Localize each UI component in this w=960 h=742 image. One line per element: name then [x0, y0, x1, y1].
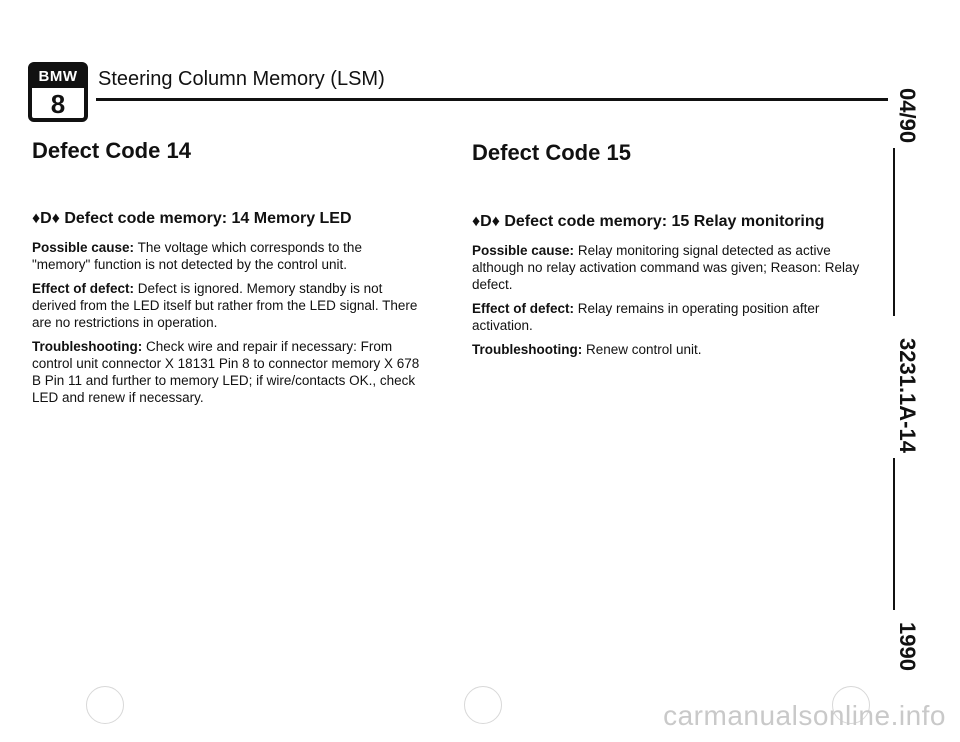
para-text: Check wire and repair if necessary: From control unit connector X 18131 Pin 8 to connector memory X 678 B Pin 11 and further to memory LED; if wire/contacts OK., check LED and renew if necessary. — [32, 339, 420, 405]
para-label: Possible cause: — [32, 240, 135, 255]
logo-series: 8 — [50, 89, 66, 119]
right-effect-of-defect — [472, 300, 862, 334]
side-year: 1990 — [895, 622, 920, 671]
logo-brand: BMW — [32, 66, 84, 88]
side-rule-1 — [893, 148, 895, 316]
para-label: Troubleshooting: — [472, 342, 583, 357]
para-label: Troubleshooting: — [32, 339, 143, 354]
right-troubleshooting — [472, 341, 862, 358]
left-defect-block — [32, 210, 422, 413]
watermark: carmanualsonline.info — [663, 700, 946, 731]
left-troubleshooting — [32, 338, 422, 406]
left-possible-cause — [32, 239, 422, 273]
side-date: 04/90 — [895, 88, 920, 144]
left-section-title: Defect Code 14 — [32, 138, 191, 163]
right-section-title: Defect Code 15 — [472, 140, 631, 165]
para-text: Relay remains in operating position after activation. — [472, 301, 820, 333]
right-defect-block — [472, 213, 862, 365]
bmw-logo — [28, 62, 88, 122]
para-text: Relay monitoring signal detected as active although no relay activation command was given; Reason: Relay defect. — [472, 243, 860, 292]
page-header-title: Steering Column Memory (LSM) — [98, 68, 385, 90]
left-defect-heading: ♦D♦ Defect code memory: 14 Memory LED — [32, 210, 352, 227]
side-rule-2 — [893, 458, 895, 610]
right-possible-cause — [472, 242, 862, 293]
para-label: Effect of defect: — [472, 301, 575, 316]
para-label: Effect of defect: — [32, 281, 135, 296]
left-effect-of-defect — [32, 280, 422, 331]
punch-hole-center — [464, 686, 502, 724]
para-text: Defect is ignored. Memory standby is not derived from the LED itself but rather from the LED signal. There are no restrictions in operation. — [32, 281, 418, 330]
header-rule — [96, 98, 888, 101]
side-code: 3231.1A-14 — [895, 338, 920, 453]
para-text: The voltage which corresponds to the "memory" function is not detected by the control unit. — [32, 240, 362, 272]
para-label: Possible cause: — [472, 243, 575, 258]
punch-hole-left — [86, 686, 124, 724]
para-text: Renew control unit. — [582, 342, 702, 357]
right-defect-heading: ♦D♦ Defect code memory: 15 Relay monitoring — [472, 213, 825, 230]
